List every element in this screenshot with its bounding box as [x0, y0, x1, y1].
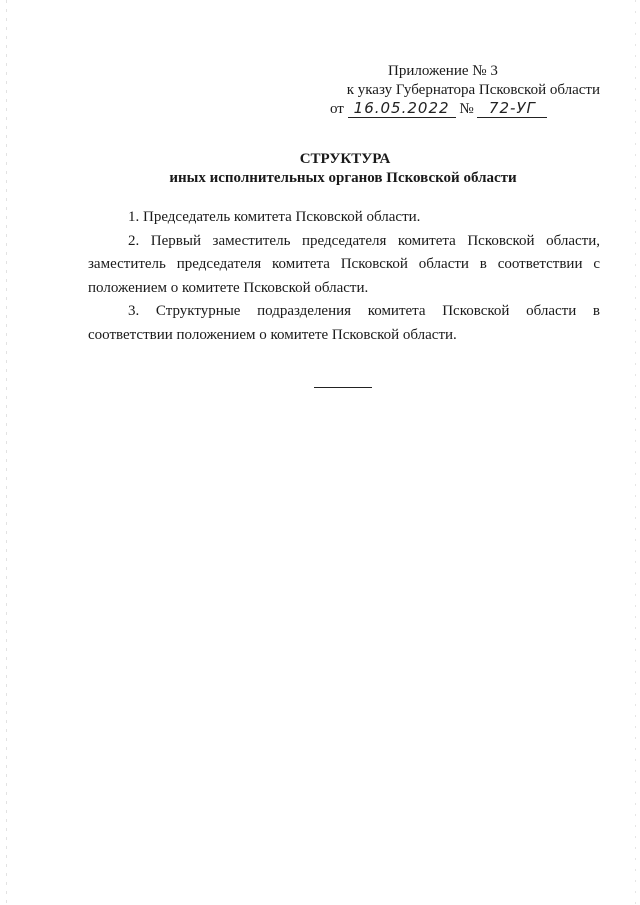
appendix-decree-reference: к указу Губернатора Псковской области [346, 82, 600, 98]
handwritten-number: 72-УГ [477, 100, 547, 118]
list-item: 3. Структурные подразделения комитета Псковской области в соответствии положением о комитете Псковской области. [88, 303, 600, 343]
document-body [88, 206, 600, 347]
list-item: 2. Первый заместитель председателя комитета Псковской области, заместитель председателя комитета Псковской области в соответствии с положением о комитете Псковской области. [88, 232, 600, 296]
title-heading: СТРУКТУРА [299, 151, 391, 167]
list-item: 1. Председатель комитета Псковской области. [128, 209, 421, 225]
handwritten-date: 16.05.2022 [348, 100, 456, 118]
appendix-date-number-line [300, 100, 600, 119]
number-label: № [459, 101, 474, 117]
appendix-header [300, 62, 600, 119]
title-subheading: иных исполнительных органов Псковской области [169, 170, 517, 186]
document-title [0, 150, 640, 188]
from-label: от [330, 101, 344, 117]
scan-edge-right [635, 0, 636, 905]
scan-edge-left [6, 0, 7, 905]
separator-line [314, 387, 372, 388]
appendix-number: Приложение № 3 [388, 63, 498, 79]
